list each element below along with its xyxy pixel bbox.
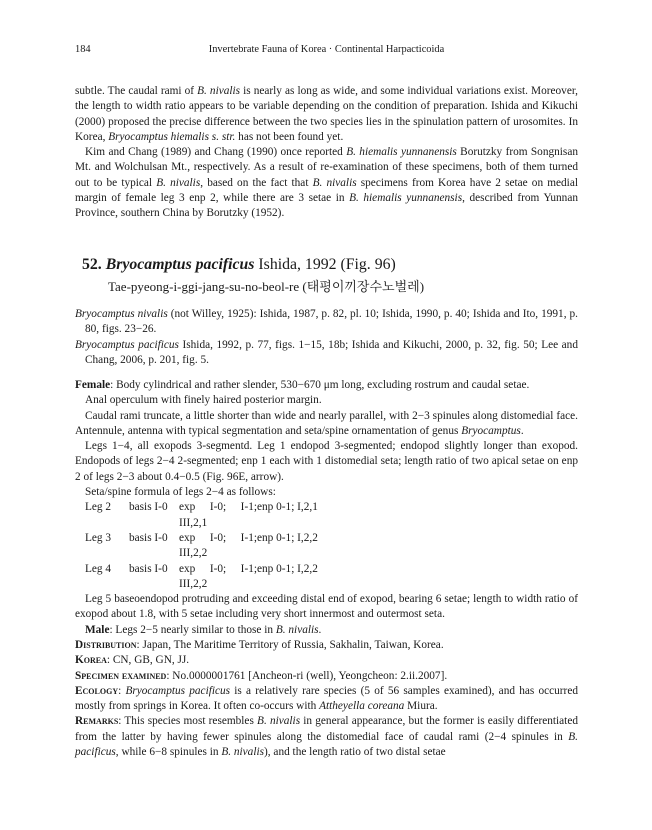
italic-run: Attheyella coreana	[319, 700, 405, 713]
formula-exp: exp I-0; I-1; III,2,1	[179, 501, 257, 529]
ecology-label: Ecology	[75, 684, 119, 697]
italic-run: Bryocamptus	[461, 424, 521, 437]
text-run: , based on the fact that	[200, 176, 313, 189]
italic-run: Bryocamptus hiemalis s. str.	[108, 130, 236, 143]
formula-enp: enp 0-1; I,2,2	[257, 562, 318, 575]
korea-paragraph	[75, 653, 578, 668]
distribution-label: Distribution	[75, 639, 137, 651]
male-paragraph	[75, 623, 578, 638]
species-number: 52.	[82, 256, 102, 273]
italic-run: B. pacificus	[75, 730, 578, 759]
formula-leg: Leg 2	[85, 501, 112, 514]
text-run: : This species most resembles	[118, 715, 258, 728]
formula-exp: exp I-0; I-1; III,2,2	[179, 531, 257, 560]
text-run: Kim and Chang (1989) and Chang (1990) once reported	[85, 146, 347, 159]
italic-run: B. nivalis	[197, 85, 241, 97]
species-heading	[82, 256, 396, 274]
info-sections	[75, 638, 578, 760]
text-run: : Legs 2−5 nearly similar to those in	[109, 623, 276, 636]
formula-basis: basis I-0	[129, 501, 168, 514]
text-run: , while 6−8 spinules in	[115, 746, 222, 759]
running-title: Invertebrate Fauna of Korea · Continental Harpacticoida	[208, 44, 445, 55]
description-section	[75, 378, 578, 638]
text-run: Borutzky from Songnisan Mt. and Wolchulsan Mt., respectively. As a result of re-examination of these specimens, both of them turned out to be typical	[75, 146, 578, 189]
formula-enp: enp 0-1; I,2,1	[257, 501, 318, 514]
text-run: in general appearance, but the former is easily differentiated from the latter by having fewer spinules along the distomedial face of caudal rami (2−4 spinules in	[75, 715, 578, 743]
text-run: , described from Yunnan Province, southern China by Borutzky (1952).	[75, 192, 578, 220]
anal-paragraph: Anal operculum with finely haired posterior margin.	[85, 394, 322, 407]
synonymy-list	[75, 307, 578, 368]
remarks-paragraph	[75, 714, 578, 760]
text-run: specimens from Korea have 2 setae on medial margin of female leg 3 enp 2, while there are 3 setae in	[75, 176, 578, 205]
synonymy-entry	[75, 338, 578, 369]
female-paragraph	[75, 378, 578, 393]
text-run: subtle. The caudal rami of	[75, 85, 198, 97]
formula-leg: Leg 4	[85, 562, 112, 575]
text-run: .	[318, 623, 322, 636]
formula-leg: Leg 3	[85, 531, 112, 544]
intro-section	[75, 84, 578, 222]
remarks-text	[75, 715, 578, 758]
formula-intro: Seta/spine formula of legs 2−4 as follows:	[85, 486, 276, 499]
remarks-label: Remarks	[75, 715, 119, 728]
specimen-paragraph	[75, 669, 578, 684]
male-label: Male	[85, 623, 110, 636]
formula-basis: basis I-0	[129, 531, 168, 544]
running-header	[75, 44, 578, 58]
legs-paragraph: Legs 1−4, all exopods 3-segmentd. Leg 1 endopod 3-segmented; endopod slightly longer than exopod. Endopods of legs 2−4 2-segmented; enp 1 each with 1 distomedial seta; length ratio of two apical setae on enp 2 of legs 2−3 about 0.4−0.5 (Fig. 96E, arrow).	[75, 440, 578, 483]
ecology-text	[75, 685, 578, 712]
italic-run: B. nivalis	[156, 176, 201, 189]
formula-basis: basis I-0	[129, 562, 168, 575]
female-text: : Body cylindrical and rather slender, 530−670 μm long, excluding rostrum and caudal setae.	[110, 379, 530, 391]
italic-run: Bryocamptus pacificus	[75, 338, 179, 351]
formula-row	[85, 500, 578, 531]
species-name: Bryocamptus pacificus	[105, 256, 255, 273]
korea-text: : CN, GB, GN, JJ.	[106, 654, 190, 667]
text-run: :	[118, 684, 126, 697]
distribution-paragraph	[75, 638, 578, 653]
synonymy-entry	[75, 307, 578, 338]
text-run: is a relatively rare species (5 of 56 samples examined), and has occurred mostly from springs in Korea. It often co-occurs with	[75, 684, 578, 713]
italic-run: Bryocamptus pacificus	[125, 684, 231, 697]
text-run: is nearly as long as wide, and some individual variations exist. Moreover, the length to width ratio appears to be variable depending on the condition of preparation. Ishida and Kikuchi (2000) proposed the precise difference between the two species lies in the spinulation pattern of urosomites. In Korea,	[75, 85, 578, 143]
text-run: .	[520, 424, 524, 437]
formula-row	[85, 562, 578, 593]
leg5-paragraph: Leg 5 baseoendopod protruding and exceeding distal end of exopod, bearing 6 setae; length to width ratio of exopod about 1.8, with 5 setae including very short innermost and outermost seta.	[75, 593, 578, 621]
italic-run: B. nivalis	[312, 176, 357, 189]
specimen-text: : No.0000001761 [Ancheon-ri (well), Yeongcheon: 2.ii.2007].	[166, 669, 448, 682]
page-number: 184	[75, 44, 91, 55]
formula-exp: exp I-0; I-1; III,2,2	[179, 562, 257, 590]
formula-enp: enp 0-1; I,2,2	[257, 531, 318, 544]
italic-run: B. nivalis	[275, 623, 319, 636]
italic-run: B. hiemalis yunnanensis	[349, 192, 463, 205]
formula-table	[75, 500, 578, 592]
distribution-text: : Japan, The Maritime Territory of Russia, Sakhalin, Taiwan, Korea.	[136, 639, 444, 651]
text-run: (not Willey, 1925): Ishida, 1987, p. 82, pl. 10; Ishida, 1990, p. 40; Ishida and Ito, 1991, p. 80, figs. 23−26.	[85, 308, 578, 336]
italic-run: Bryocamptus nivalis	[75, 308, 168, 320]
text-run: Caudal rami truncate, a little shorter than wide and nearly parallel, with 2−3 spinules along distomedial face. Antennule, antenna with typical segmentation and seta/spine ornamentation of genus	[75, 409, 578, 437]
italic-run: B. nivalis	[257, 715, 301, 728]
korean-name: Tae-pyeong-i-ggi-jang-su-no-beol-re (태평이끼장수노벌레)	[108, 279, 425, 294]
intro-paragraph-1	[75, 84, 578, 145]
italic-run: B. nivalis	[221, 746, 265, 759]
korea-label: Korea	[75, 654, 107, 667]
formula-row	[85, 531, 578, 562]
ecology-paragraph	[75, 684, 578, 715]
text-run: has not been found yet.	[235, 130, 344, 143]
caudal-paragraph	[75, 409, 578, 440]
female-label: Female	[75, 379, 111, 391]
italic-run: B. hiemalis yunnanensis	[346, 146, 457, 159]
text-run: ), and the length ratio of two distal setae	[264, 746, 446, 759]
intro-paragraph-2	[75, 145, 578, 221]
text-run: Miura.	[404, 700, 438, 713]
text-run: Ishida, 1992, p. 77, figs. 1−15, 18b; Ishida and Kikuchi, 2000, p. 32, fig. 50; Lee and Chang, 2006, p. 201, fig. 5.	[85, 338, 578, 366]
specimen-label: Specimen examined	[75, 669, 167, 682]
male-text	[109, 624, 321, 636]
species-authority: Ishida, 1992 (Fig. 96)	[254, 256, 396, 273]
